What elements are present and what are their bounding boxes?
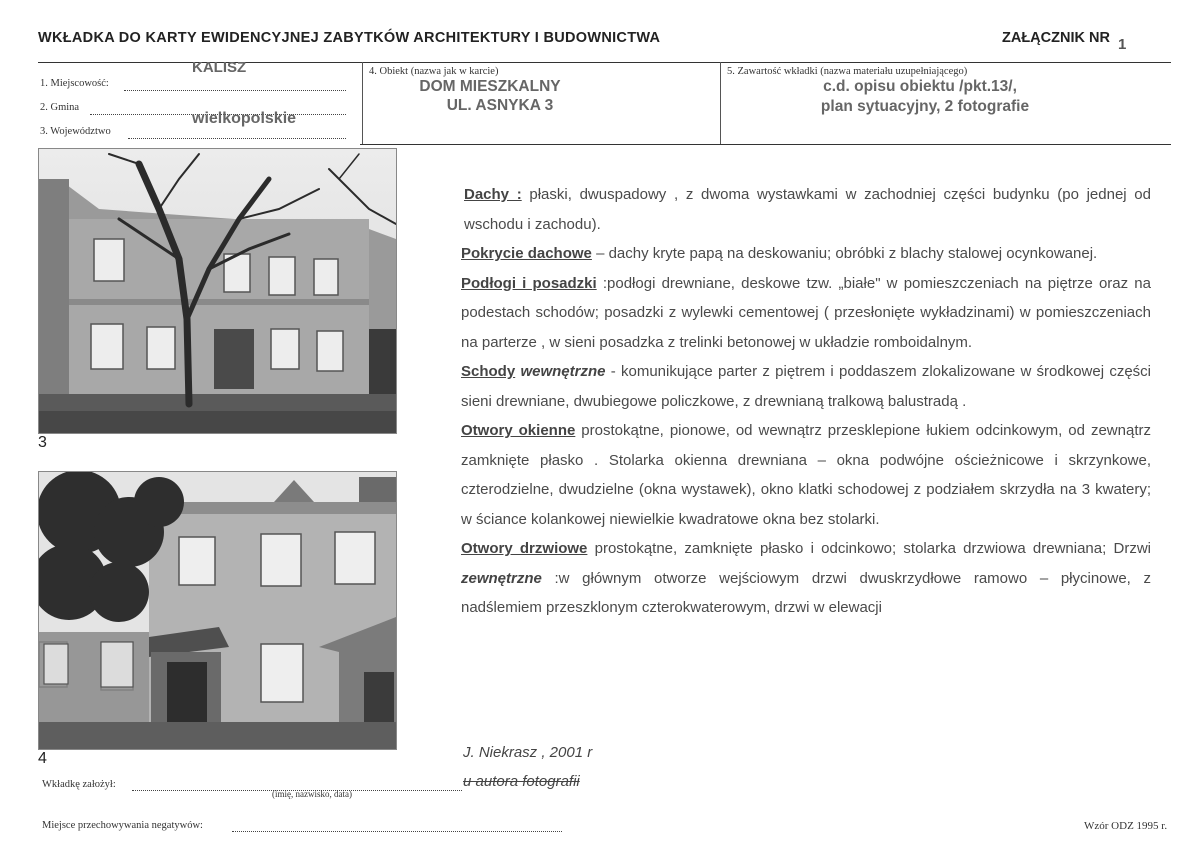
paragraph-floors <box>461 269 1151 358</box>
building-photo-front <box>38 148 397 434</box>
paragraph-doors <box>461 534 1151 623</box>
attachment-number: 1 <box>1118 36 1127 53</box>
heading-doors: Otwory drzwiowe <box>461 540 588 557</box>
content-line2: plan sytuacyjny, 2 fotografie <box>820 98 1030 115</box>
object-label: 4. Obiekt (nazwa jak w karcie) <box>369 66 499 77</box>
building-photo-courtyard <box>38 471 397 750</box>
description-body <box>461 180 1151 623</box>
attachment-label: ZAŁĄCZNIK NR <box>1002 30 1110 46</box>
text-doors-a: prostokątne, zamknięte płasko i odcinkowo; stolarka drzwiowa drewniana; Drzwi <box>587 540 1151 557</box>
negatives-location-label: Miejsce przechowywania negatywów: <box>42 820 203 831</box>
subheading-stairs: wewnętrzne <box>520 363 606 380</box>
header-divider-2 <box>720 62 721 144</box>
text-floors: :podłogi drewniane, deskowe tzw. „białe" w pomieszczeniach na piętrze oraz na podestach schodów; posadzki z wylewki cementowej ( przesłonięte wykładzinami) w pomieszczeniach na parterze , w sieni posadzka z trelinki betonowej w układzie romboidalnym. <box>461 274 1151 351</box>
voivodeship-label: 3. Województwo <box>40 126 111 137</box>
photo-number-4: 4 <box>38 750 47 767</box>
photo-source-note: u autora fotografii <box>463 773 580 790</box>
created-by-label: Wkładkę założył: <box>42 779 116 790</box>
content-line1: c.d. opisu obiektu /pkt.13/, <box>823 78 1017 95</box>
commune-label: 2. Gmina <box>40 102 80 113</box>
header-bottom-rule <box>360 144 1171 145</box>
text-roofing: – dachy kryte papą na deskowaniu; obróbki z blachy stalowej ocynkowanej. <box>591 245 1098 262</box>
building-photo-courtyard-image <box>39 472 396 749</box>
voivodeship-value: wielkopolskie <box>192 110 297 127</box>
paragraph-roofing <box>461 239 1151 269</box>
building-photo-front-image <box>39 149 396 433</box>
voivodeship-dots <box>128 138 346 139</box>
content-label: 5. Zawartość wkładki (nazwa materiału uzupełniającego) <box>727 66 968 77</box>
photo-number-3: 3 <box>38 434 47 451</box>
text-windows: prostokątne, pionowe, od wewnątrz przesklepione łukiem odcinkowym, od zewnątrz zamknięte płasko . Stolarka okienna drewniana – okna podwójne ościeżnicowe i skrzynkowe, czterodzielne, dwudzielne (okna wystawek), okno klatki schodowej z podziałem skrzydła na 3 kwatery; w ściance kolankowej niewielkie kwadratowe okna bez stolarki. <box>461 422 1151 528</box>
object-line2: UL. ASNYKA 3 <box>446 97 554 114</box>
form-code: Wzór ODZ 1995 r. <box>1084 820 1168 832</box>
document-title: WKŁADKA DO KARTY EWIDENCYJNEJ ZABYTKÓW ARCHITEKTURY I BUDOWNICTWA <box>38 30 661 46</box>
negatives-location-dots <box>232 831 562 832</box>
locality-label: 1. Miejscowość: <box>40 78 109 89</box>
heading-windows: Otwory okienne <box>461 422 576 439</box>
text-doors-b: :w głównym otworze wejściowym drzwi dwuskrzydłowe ramowo – płycinowe, z nadślemiem przeszklonym czterokwaterowym, drzwi w elewacji <box>461 569 1151 616</box>
subheading-doors: zewnętrzne <box>461 569 542 587</box>
object-line1: DOM MIESZKALNY <box>419 78 561 95</box>
author-signature: J. Niekrasz , 2001 r <box>463 744 593 761</box>
header-divider-1 <box>362 62 363 144</box>
locality-value: KALISZ <box>192 59 247 76</box>
heading-stairs: Schody <box>461 363 516 380</box>
heading-roofs: Dachy : <box>464 186 522 203</box>
locality-dots <box>124 90 346 91</box>
created-by-sublabel: (imię, nazwisko, data) <box>272 789 352 799</box>
paragraph-windows <box>461 416 1151 534</box>
text-roofs: płaski, dwuspadowy , z dwoma wystawkami w zachodniej części budynku (po jednej od wschodu i zachodu). <box>464 186 1151 233</box>
heading-floors: Podłogi i posadzki <box>461 274 597 292</box>
heading-roofing: Pokrycie dachowe <box>461 245 592 262</box>
text-stairs: - komunikujące parter z piętrem i poddaszem zlokalizowane w środkowej części sieni drewniane, dwubiegowe policzkowe, z drewnianą tralkową balustradą . <box>461 363 1151 410</box>
paragraph-stairs <box>461 357 1151 416</box>
paragraph-roofs <box>461 180 1151 239</box>
